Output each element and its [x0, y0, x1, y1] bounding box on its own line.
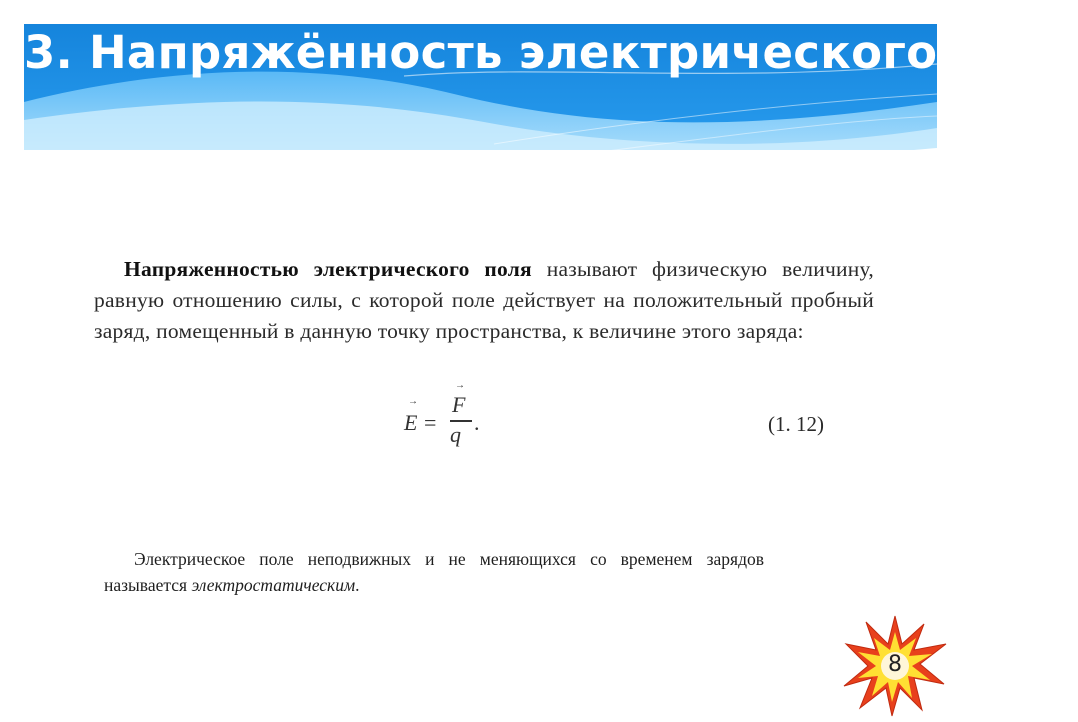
electrostatic-text: Электрическое поле неподвижных и не меняющихся со временем зарядов называется: [104, 549, 764, 595]
page-number-badge: [842, 614, 948, 718]
formula-numerator: F: [452, 392, 466, 417]
page-number: 8: [888, 652, 902, 677]
formula-lhs: E: [404, 410, 418, 435]
equation-number: (1. 12): [768, 412, 824, 436]
electrostatic-end: .: [355, 575, 360, 595]
electrostatic-definition: [104, 546, 764, 598]
vector-arrow-icon: →: [408, 396, 418, 407]
slide-title: 3. Напряжённость электрического поля: [24, 26, 1078, 79]
electrostatic-term: электростатическим: [191, 575, 356, 595]
vector-arrow-icon: →: [455, 380, 465, 391]
formula-equals: =: [424, 410, 437, 435]
formula-denominator: q: [450, 422, 461, 447]
definition-term: Напряженностью электрического поля: [124, 257, 532, 281]
definition-paragraph: [94, 254, 874, 347]
formula-trailing: .: [474, 410, 480, 435]
definition-text: называют физическую величину, равную отношению силы, с которой поле действует на положительный пробный заряд, помещенный в данную точку пространства, к величине этого заряда:: [94, 257, 874, 343]
title-banner: [24, 24, 1078, 164]
